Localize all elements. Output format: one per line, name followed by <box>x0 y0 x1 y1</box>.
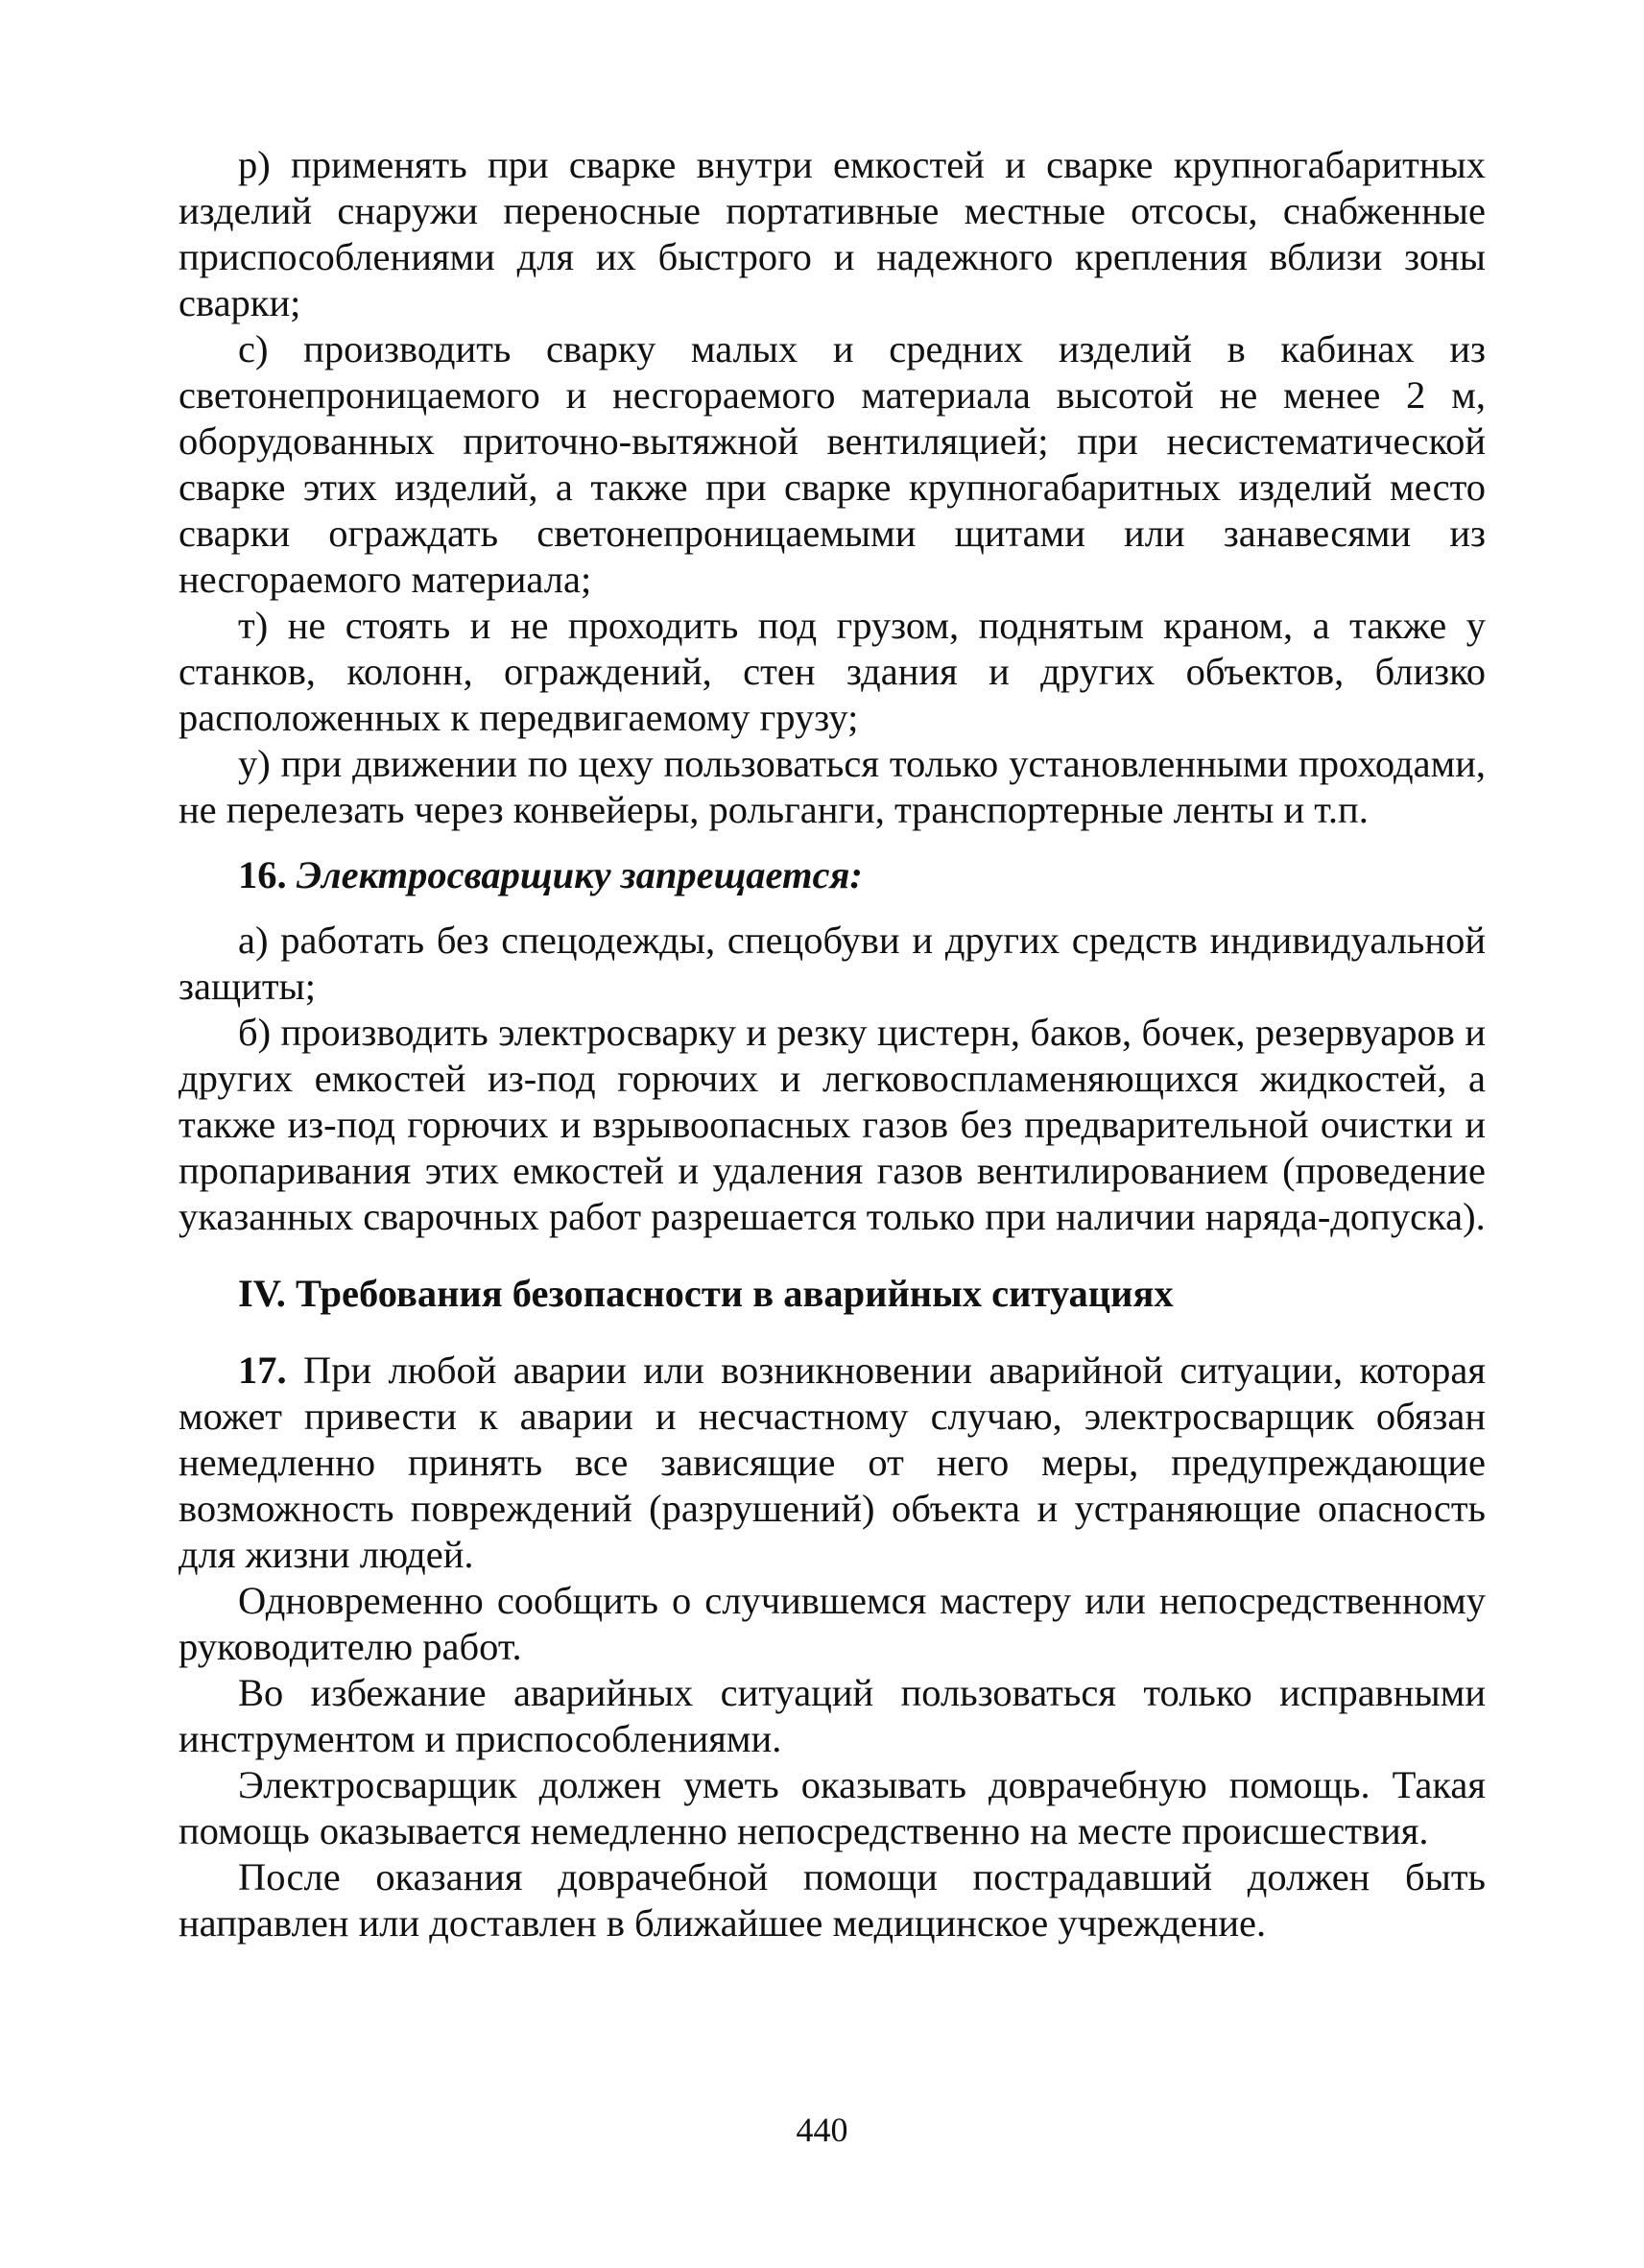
point-17-number: 17. <box>238 1349 287 1392</box>
point-16-item-b: б) производить электросварку и резку цистерн, баков, бочек, резервуаров и других емкостей из-под горючих и легковоспламеняющихся жидкостей, а также из-под горючих и взрывоопасных газов без предварительной очистки и пропаривания этих емкостей и удаления газов вентилированием (проведение указанных сварочных работ разрешается только при наличии наряда-допуска). <box>179 1011 1486 1238</box>
paragraph-item-u: у) при движении по цеху пользоваться только установленными проходами, не перелезать через конвейеры, рольганги, транспортерные ленты и т.п. <box>179 742 1486 831</box>
point-16-heading: Электросварщику запрещается: <box>296 853 863 896</box>
spacer <box>179 1240 1486 1271</box>
spacer <box>179 898 1486 918</box>
point-16-number: 16. <box>238 853 287 896</box>
paragraph-item-r: р) применять при сварке внутри емкостей и сварке крупногабаритных изделий снаружи переносные портативные местные отсосы, снабженные приспособлениями для их быстрого и надежного крепления вблизи зоны сварки; <box>179 143 1486 324</box>
point-17-paragraph <box>179 1348 1486 1578</box>
point-17-paragraph-report: Одновременно сообщить о случившемся мастеру или непосредственному руководителю работ. <box>179 1579 1486 1668</box>
page-number: 440 <box>796 2111 848 2149</box>
point-17-paragraph-hospital: После оказания доврачебной помощи пострадавший должен быть направлен или доставлен в ближайшее медицинское учреждение. <box>179 1855 1486 1945</box>
point-16-item-a: а) работать без спецодежды, спецобуви и других средств индивидуальной защиты; <box>179 919 1486 1008</box>
point-16-title <box>179 852 1486 898</box>
point-17-paragraph-tools: Во избежание аварийных ситуаций пользоваться только исправными инструментом и приспособлениями. <box>179 1671 1486 1760</box>
page-body <box>179 142 1486 1946</box>
point-17-paragraph-first-aid: Электросварщик должен уметь оказывать доврачебную помощь. Такая помощь оказывается немедленно непосредственно на месте происшествия. <box>179 1763 1486 1852</box>
paragraph-item-t: т) не стоять и не проходить под грузом, поднятым краном, а также у станков, колонн, ограждений, стен здания и других объектов, близко расположенных к передвигаемому грузу; <box>179 604 1486 739</box>
point-17-text: При любой аварии или возникновении аварийной ситуации, которая может привести к аварии и несчастному случаю, электросварщик обязан немедленно принять все зависящие от него меры, предупреждающие возможность повреждений (разрушений) объекта и устраняющие опасность для жизни людей. <box>179 1349 1486 1576</box>
spacer <box>179 833 1486 852</box>
section-heading: IV. Требования безопасности в аварийных ситуациях <box>238 1272 1174 1315</box>
paragraph-item-s: с) производить сварку малых и средних изделий в кабинах из светонепроницаемого и несгораемого материала высотой не менее 2 м, оборудованных приточно-вытяжной вентиляцией; при несистематической сварке этих изделий, а также при сварке крупногабаритных изделий место сварки ограждать светонепроницаемыми щитами или занавесями из несгораемого материала; <box>179 327 1486 601</box>
spacer <box>179 1317 1486 1348</box>
